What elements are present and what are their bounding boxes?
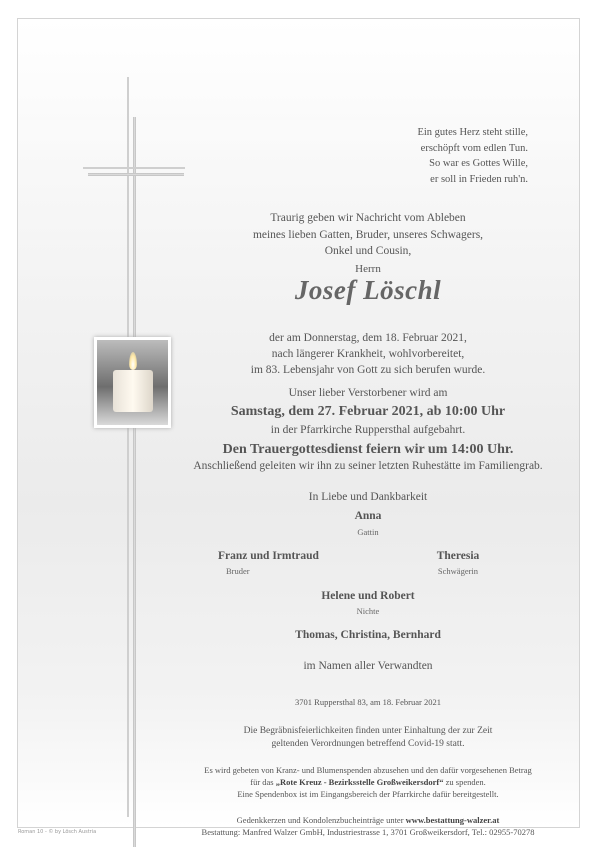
intro-line: meines lieben Gatten, Bruder, unseres Schwagers, — [252, 228, 484, 241]
cross-horizontal-line — [83, 167, 185, 169]
mourner-name: Anna — [354, 510, 382, 522]
mourner-name: Theresia — [436, 550, 480, 562]
cross-horizontal-bar — [88, 173, 184, 176]
viewing-intro: Unser lieber Verstorbener wird am — [288, 387, 448, 399]
covid-notice — [168, 725, 568, 751]
footer-text: Gedenkkerzen und Kondolenzbucheinträge unter — [236, 815, 406, 825]
relatives-line: im Namen aller Verwandten — [303, 660, 433, 672]
footer — [168, 814, 568, 838]
candle-image — [94, 337, 171, 428]
candle-body-icon — [113, 370, 153, 412]
mourner-name: Thomas, Christina, Bernhard — [295, 629, 441, 641]
salutation: Herrn — [355, 263, 381, 275]
covid-line: geltenden Verordnungen betreffend Covid-19 statt. — [271, 739, 465, 749]
covid-line: Die Begräbnisfeierlichkeiten finden unter Einhaltung der zur Zeit — [243, 726, 493, 736]
viewing-date: Samstag, dem 27. Februar 2021, ab 10:00 Uhr — [230, 404, 506, 419]
donation-line: Es wird gebeten von Kranz- und Blumenspenden abzusehen und den dafür vorgesehenen Betrag — [204, 765, 532, 775]
donation-notice — [168, 764, 568, 800]
candle-flame-icon — [129, 352, 137, 370]
poem-line: erschöpft vom edlen Tun. — [420, 142, 528, 154]
death-notice — [168, 330, 568, 378]
mourner-role: Schwägerin — [437, 566, 479, 576]
mourners-intro: In Liebe und Dankbarkeit — [308, 491, 428, 503]
mourner-role: Bruder — [226, 566, 250, 576]
fine-print: Roman 10 - © by Lösch Austria — [18, 829, 97, 835]
death-line: im 83. Lebensjahr von Gott zu sich berufen wurde. — [250, 364, 486, 376]
footer-line: Bestattung: Manfred Walzer GmbH, Industriestrasse 1, 3701 Großweikersdorf, Tel.: 02955-70278 — [201, 827, 535, 837]
announcement-intro — [168, 210, 568, 260]
mourner-role: Gattin — [357, 527, 379, 537]
donation-line — [168, 776, 568, 788]
donation-text: für das — [250, 777, 276, 787]
intro-line: Onkel und Cousin, — [324, 245, 412, 257]
burial-info: Anschließend geleiten wir ihn zu seiner letzten Ruhestätte im Familiengrab. — [193, 460, 543, 472]
donation-recipient: „Rote Kreuz - Bezirksstelle Großweikersdorf“ — [275, 777, 444, 787]
cross-vertical-bar — [133, 117, 136, 847]
viewing-place: in der Pfarrkirche Ruppersthal aufgebahrt. — [270, 424, 466, 436]
website-link[interactable]: www.bestattung-walzer.at — [405, 815, 500, 825]
deceased-name: Josef Löschl — [294, 275, 442, 305]
poem-line: er soll in Frieden ruh'n. — [430, 173, 528, 185]
mourner-name: Franz und Irmtraud — [218, 550, 319, 562]
death-line: der am Donnerstag, dem 18. Februar 2021, — [269, 332, 467, 344]
poem-line: So war es Gottes Wille, — [429, 158, 528, 169]
footer-line — [168, 814, 568, 826]
death-line: nach längerer Krankheit, wohlvorbereitet, — [271, 348, 465, 360]
mourner-role: Nichte — [356, 606, 380, 616]
service-time: Den Trauergottesdienst feiern wir um 14:00 Uhr. — [222, 442, 514, 457]
donation-text: zu spenden. — [443, 777, 486, 787]
mourner-name: Helene und Robert — [321, 590, 415, 602]
place-date: 3701 Ruppersthal 83, am 18. Februar 2021 — [295, 697, 441, 707]
intro-line: Traurig geben wir Nachricht vom Ableben — [270, 212, 466, 224]
donation-line: Eine Spendenbox ist im Eingangsbereich der Pfarrkirche dafür bereitgestellt. — [237, 789, 499, 799]
poem-line: Ein gutes Herz steht stille, — [417, 127, 528, 138]
cross-vertical-line — [127, 77, 129, 817]
memorial-poem — [358, 125, 528, 187]
